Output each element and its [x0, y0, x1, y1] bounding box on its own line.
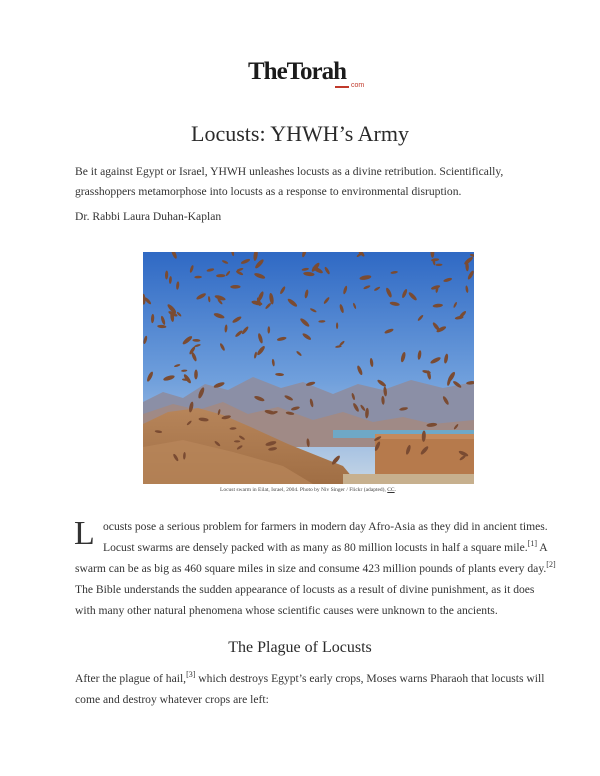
locust-swarm-photo: [143, 252, 474, 484]
body-line-2: [75, 537, 548, 558]
body-line-1: ocusts pose a serious problem for farmers in modern day Afro-Asia as they did in ancient times.: [103, 520, 548, 533]
logo-wordmark: TheTorah: [248, 58, 347, 85]
drop-cap: L: [74, 515, 95, 552]
body-line-2-text: Locust swarms are densely packed with as many as 80 million locusts in half a square mile.: [103, 541, 528, 554]
body-paragraph: [75, 516, 556, 621]
locust: [234, 440, 240, 442]
section-line-1-start: After the plague of hail,: [75, 672, 187, 685]
article-author[interactable]: Dr. Rabbi Laura Duhan-Kaplan: [75, 210, 222, 223]
section-line-1: [75, 668, 545, 689]
photo-caption: Locust swarm in Eilat, Israel, 2004. Photo by Niv Singer / Flickr (adapted), CC.: [220, 487, 396, 493]
body-line-4: The Bible understands the sudden appearance of locusts as a result of divine punishment, as it does: [75, 583, 535, 596]
body-line-2-tail: A: [537, 541, 548, 554]
locust: [336, 322, 338, 329]
section-line-1-end: which destroys Egypt’s early crops, Moses warns Pharaoh that locusts will: [195, 672, 545, 685]
site-logo[interactable]: [248, 58, 388, 94]
footnote-3-link[interactable]: [3]: [186, 670, 196, 680]
article-intro: Be it against Egypt or Israel, YHWH unleashes locusts as a divine retribution. Scientifically, grasshoppers metamorphose into locusts as a response to environmental disruption.: [75, 165, 504, 198]
article-title: Locusts: YHWH’s Army: [191, 121, 409, 146]
footnote-1-link[interactable]: [1]: [527, 539, 538, 549]
body-line-3-text: swarm can be as big as 460 square miles in size and consume 423 million pounds of plants every day.: [75, 562, 547, 575]
section-line-2: come and destroy whatever crops are left:: [75, 693, 269, 706]
section-heading: The Plague of Locusts: [228, 639, 372, 656]
body-line-5: with many other natural phenomena whose scientific causes were unknown to the ancients.: [75, 604, 498, 617]
body-line-3: [75, 558, 556, 579]
footnote-2-link[interactable]: [2]: [546, 560, 556, 570]
logo-accent-line: [335, 86, 349, 88]
section-paragraph: [75, 668, 545, 710]
caption-license-link[interactable]: CC: [387, 487, 395, 493]
logo-suffix: com: [351, 82, 365, 89]
ground: [343, 474, 474, 484]
caption-text: Locust swarm in Eilat, Israel, 2004. Photo by Niv Singer / Flickr (adapted),: [220, 487, 386, 493]
